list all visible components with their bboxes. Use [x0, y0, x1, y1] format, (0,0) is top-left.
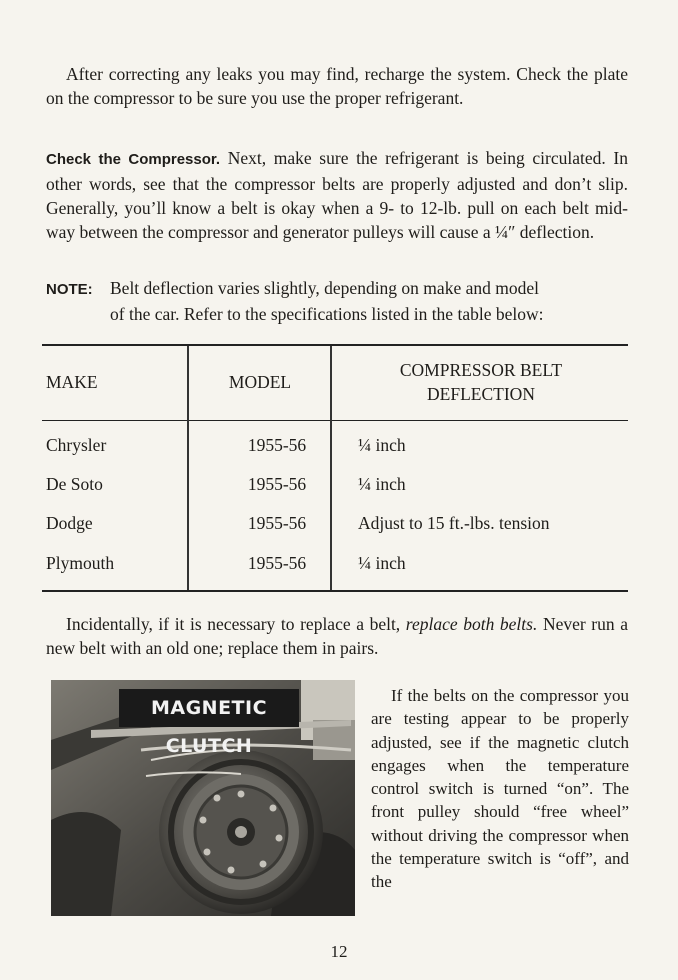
note-line-2: of the car. Refer to the specifications listed in the table below:	[110, 304, 544, 324]
header-make: MAKE	[46, 372, 98, 392]
photo-caption: MAGNETIC CLUTCH	[119, 689, 299, 727]
note-line-1: Belt deflection varies slightly, depending on make and model	[110, 278, 539, 298]
magnetic-clutch-photo	[51, 680, 355, 916]
table-top-rule	[42, 344, 628, 346]
paragraph-check-compressor: Check the Compressor. Next, make sure the refrigerant is being circulated. In other words, see that the compressor belts are properly adjusted and don’t slip. Generally, you’ll know a belt is okay when a 9- to 12-lb. pull on each belt mid-way between the compressor and generator pulleys will cause a ¼″ deflection.	[46, 148, 628, 242]
belt-deflection-table: MAKE MODEL COMPRESSOR BELT DEFLECTION Chrysler 1955-56 ¼ inch De Soto 1955-56 ¼ inch Dodge 1955-56 Adjust to 15 ft.-lbs. tension Plymouth 1955-56 ¼ inch	[42, 344, 628, 592]
page-number: 12	[330, 942, 348, 961]
header-deflection: COMPRESSOR BELT DEFLECTION	[399, 360, 563, 404]
note-label: NOTE:	[46, 281, 93, 298]
table-col-divider-2	[330, 346, 332, 590]
emphasis-replace-both: replace both belts.	[405, 614, 538, 634]
paragraph-replace-belts: Incidentally, if it is necessary to replace a belt, replace both belts. Never run a new belt with an old one; replace them in pairs.	[46, 614, 628, 658]
table-header-rule	[42, 420, 628, 421]
note-block	[46, 276, 628, 326]
table-bottom-rule	[42, 590, 628, 592]
paragraph-magnetic-clutch: If the belts on the compressor you are testing appear to be properly adjusted, see if the magnetic clutch engages when the temperature control switch is turned “on”. The front pulley should “free wheel” without driving the compressor when the temperature switch is “off”, and the	[371, 686, 629, 892]
paragraph-recharge: After correcting any leaks you may find, recharge the system. Check the plate on the compressor to be sure you use the proper refrigerant.	[46, 64, 628, 108]
header-model: MODEL	[228, 372, 292, 392]
table-col-divider-1	[187, 346, 189, 590]
section-heading: Check the Compressor.	[46, 151, 221, 168]
